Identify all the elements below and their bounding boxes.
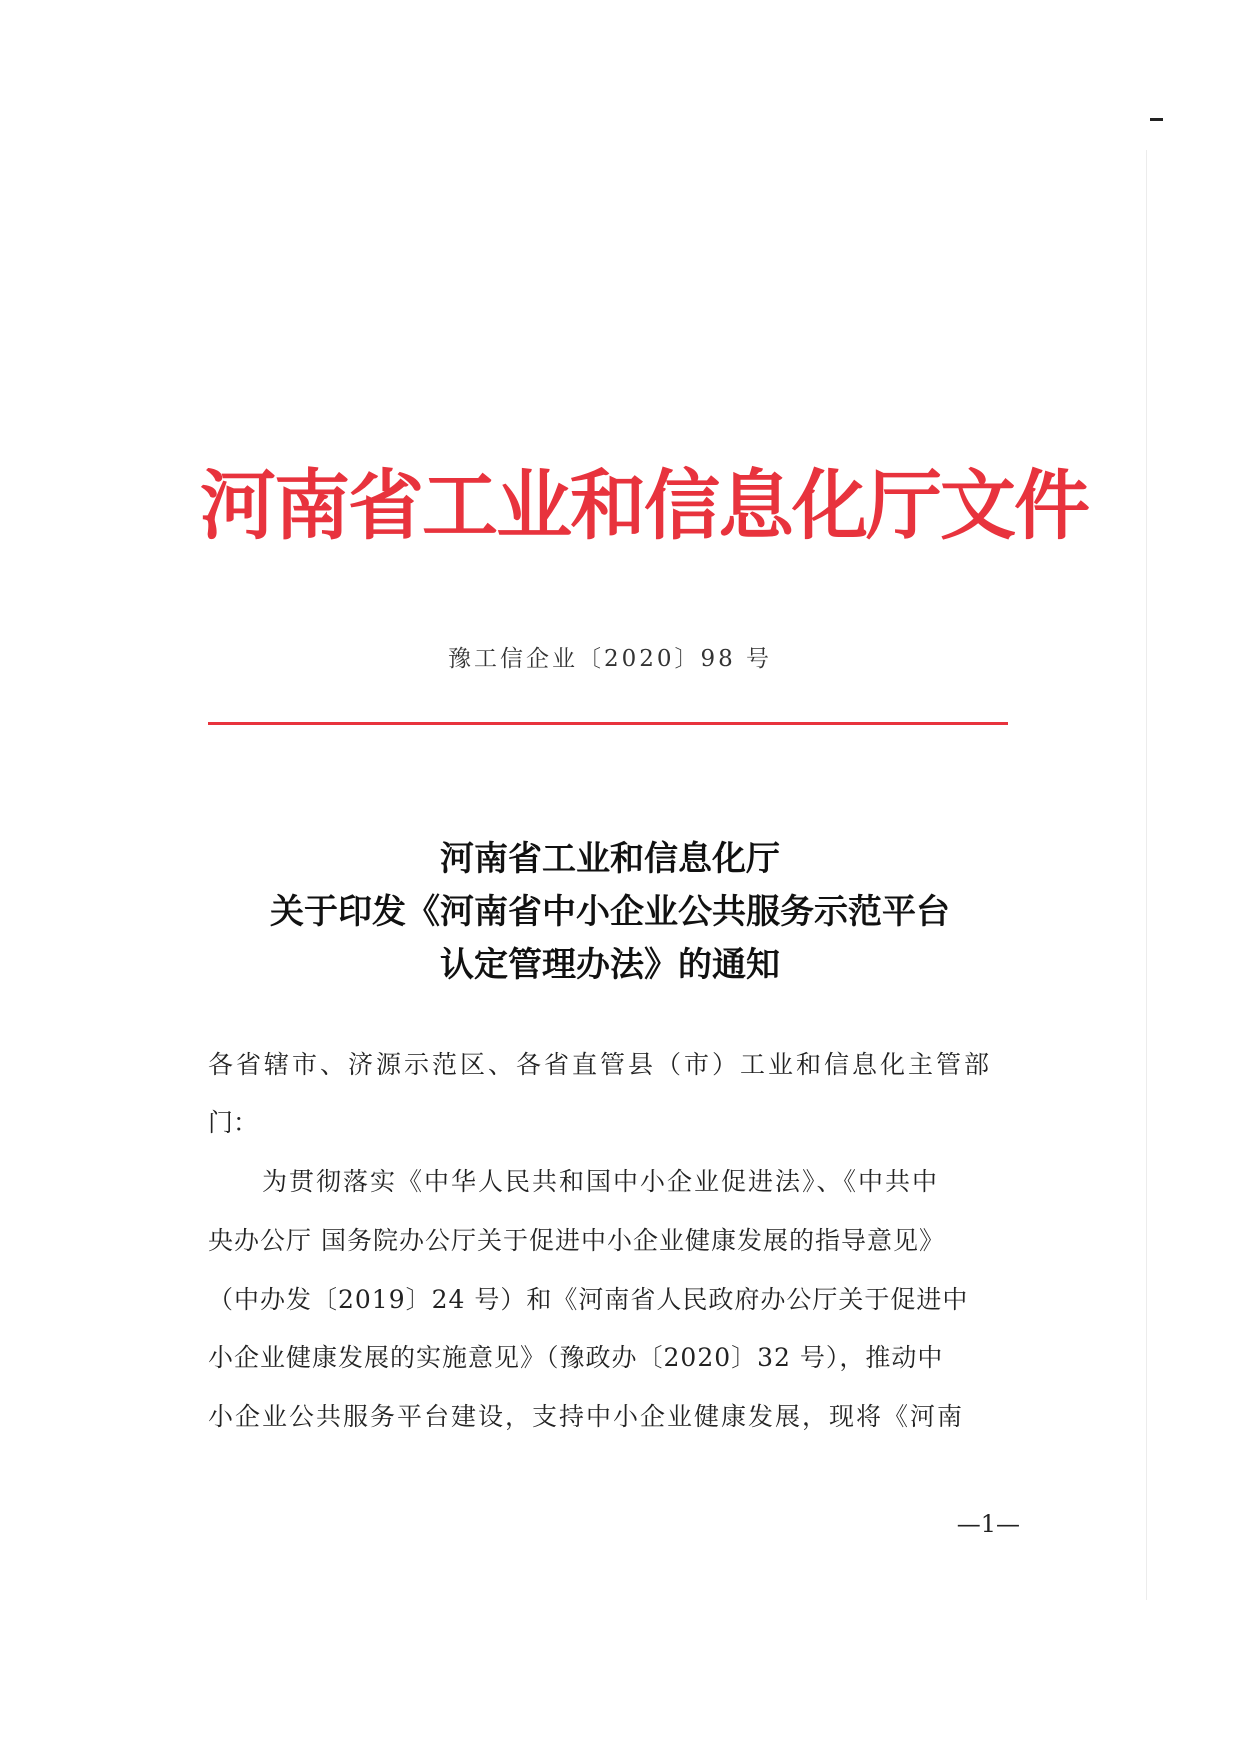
body-paragraph-line-1: 为贯彻落实《中华人民共和国中小企业促进法》、《中共中 [262,1167,940,1196]
notice-title-line-1: 河南省工业和信息化厅 [440,839,780,879]
page-number: —1— [956,1510,1020,1538]
recipient-line-2: 门： [208,1108,259,1137]
notice-title-line-3: 认定管理办法》的通知 [440,945,780,985]
notice-title [180,833,1040,992]
body-paragraph-line-5: 小企业公共服务平台建设，支持中小企业健康发展，现将《河南 [208,1402,965,1431]
body-paragraph-line-4: 小企业健康发展的实施意见》（豫政办〔2020〕32 号），推动中 [208,1343,944,1372]
notice-title-line-2: 关于印发《河南省中小企业公共服务示范平台 [270,892,950,932]
document-number: 豫工信企业〔2020〕98 号 [447,646,773,672]
body-paragraph-line-3: （中办发〔2019〕24 号）和《河南省人民政府办公厅关于促进中 [208,1285,969,1314]
corner-dash-mark [1150,118,1163,121]
recipient-line-1: 各省辖市、济源示范区、各省直管县（市）工业和信息化主管部 [208,1050,993,1079]
scan-edge-line [1146,150,1147,1600]
body-paragraph-line-2: 央办公厅 国务院办公厅关于促进中小企业健康发展的指导意见》 [208,1226,945,1255]
red-separator-line [208,722,1008,725]
document-masthead: 河南省工业和信息化厅文件 [200,461,1088,550]
